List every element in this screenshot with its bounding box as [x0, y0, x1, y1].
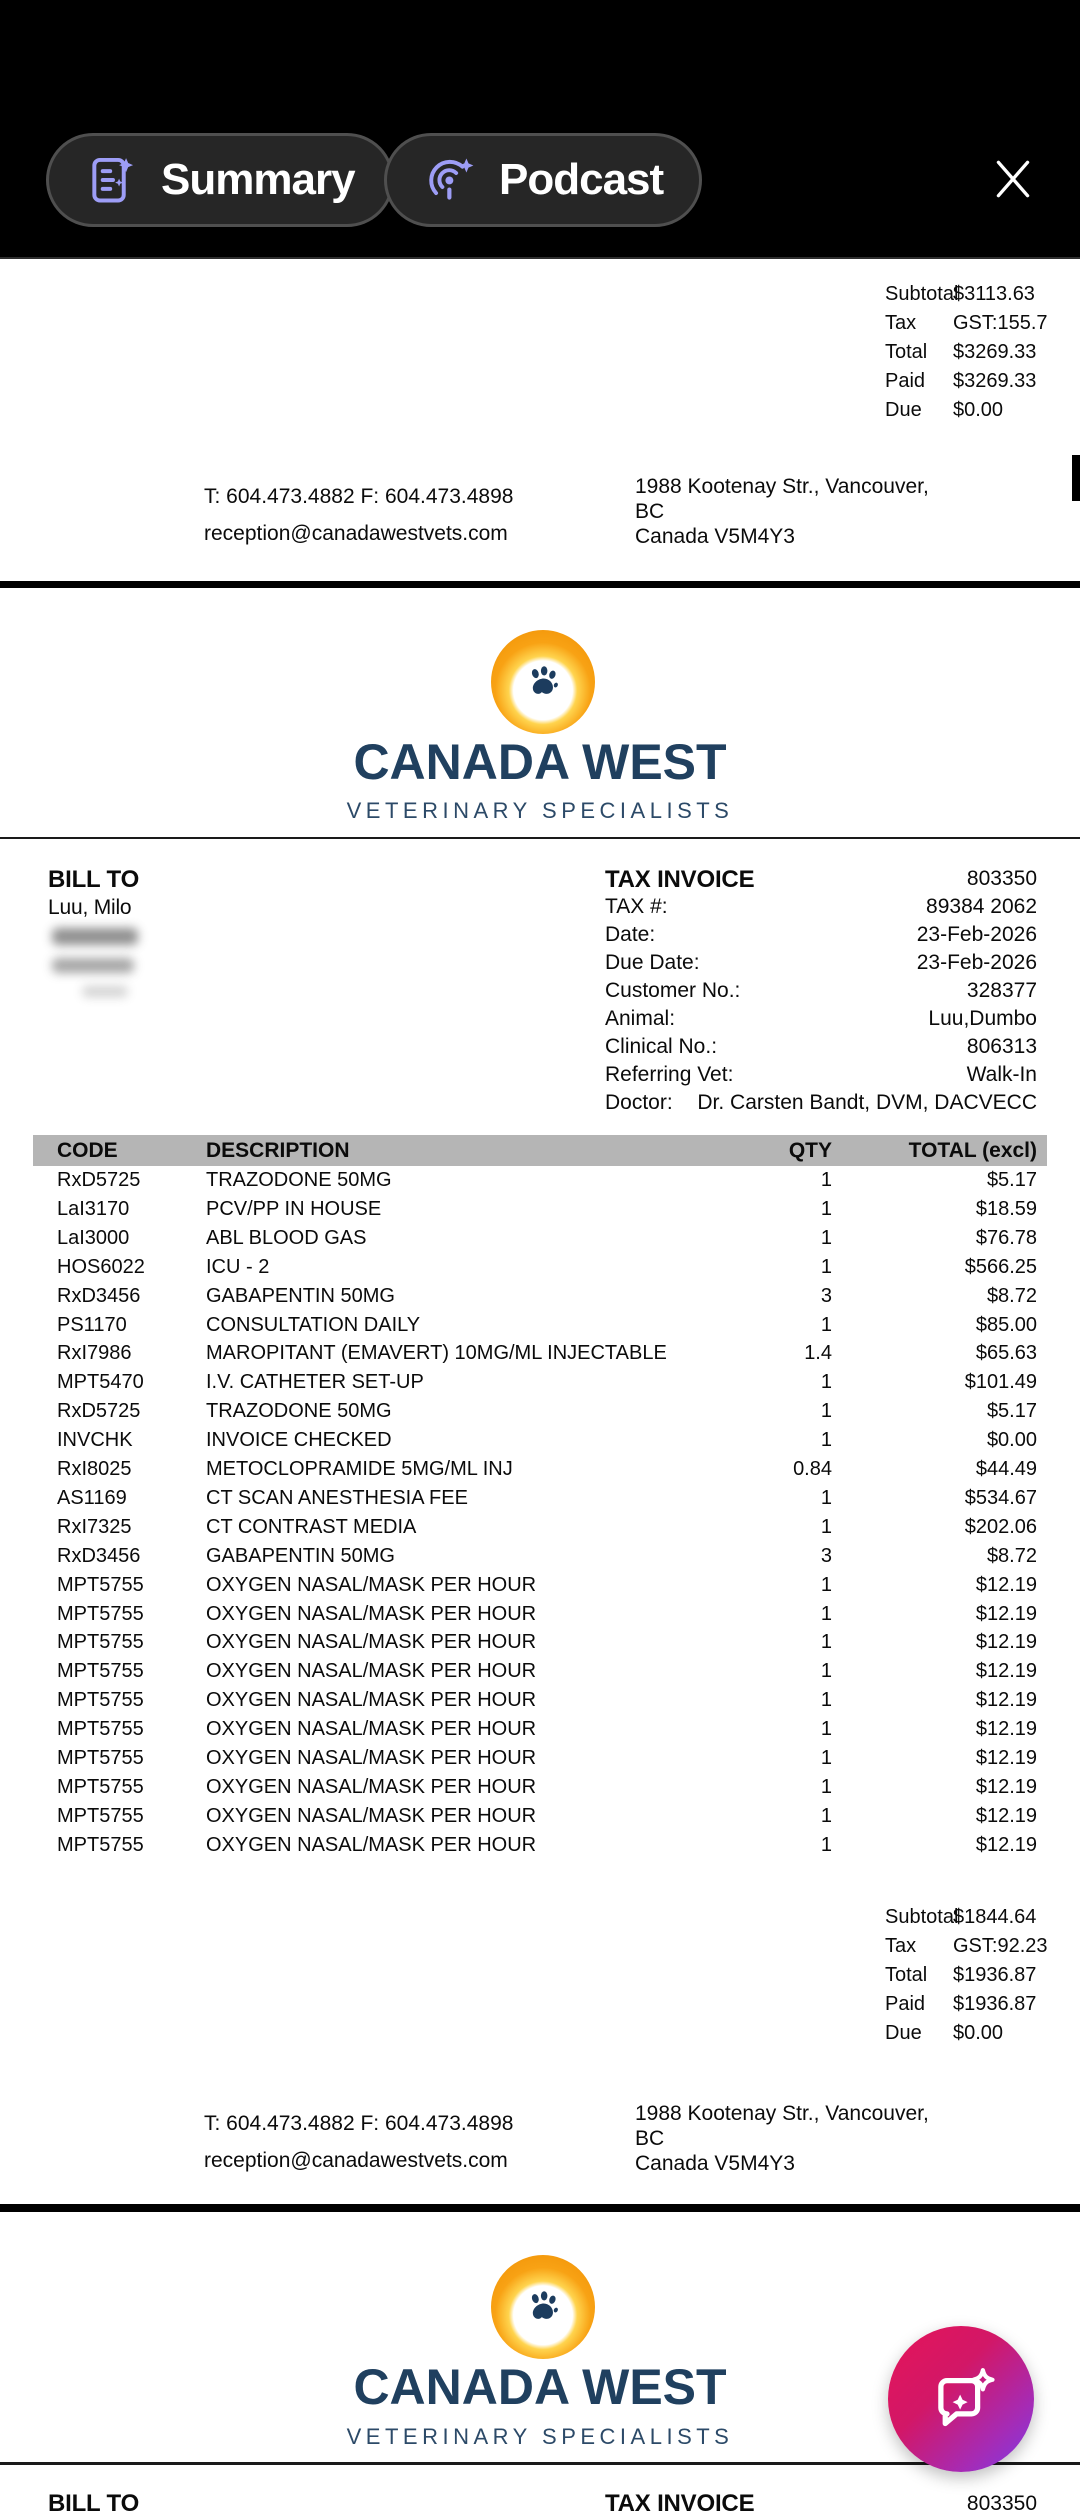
item-qty: 1	[820, 1313, 832, 1336]
spacer	[204, 509, 513, 522]
item-qty: 3	[820, 1284, 832, 1307]
totals-value: $3269.33	[953, 370, 1037, 392]
totals-row	[885, 280, 1047, 309]
item-description: OXYGEN NASAL/MASK PER HOUR	[206, 1602, 537, 1625]
item-qty: 1	[820, 1573, 832, 1596]
table-row	[33, 1426, 1047, 1455]
item-qty: 1	[820, 1689, 832, 1712]
item-total: $18.59	[975, 1197, 1037, 1220]
item-qty: 1	[820, 1631, 832, 1654]
table-row	[33, 1657, 1047, 1686]
item-total: $85.00	[975, 1313, 1037, 1336]
tax-invoice-number: 803350	[966, 2492, 1037, 2515]
item-qty: 1.4	[804, 1342, 832, 1365]
invoice-info-label: Doctor:	[605, 1091, 673, 1114]
totals-value: $0.00	[953, 399, 1004, 421]
close-icon[interactable]	[988, 154, 1038, 204]
item-qty: 1	[820, 1515, 832, 1538]
item-code: MPT5755	[57, 1602, 144, 1625]
summary-button-label: Summary	[161, 155, 355, 204]
item-description: OXYGEN NASAL/MASK PER HOUR	[206, 1833, 537, 1856]
tax-invoice-number: 803350	[966, 867, 1037, 890]
clinic-address-bottom	[635, 2101, 929, 2176]
item-total: $12.19	[975, 1660, 1037, 1683]
tax-invoice-heading: TAX INVOICE	[605, 866, 755, 893]
viewer-toolbar	[0, 0, 1080, 259]
item-total: $8.72	[986, 1284, 1037, 1307]
item-description: CT CONTRAST MEDIA	[206, 1515, 417, 1538]
item-code: INVCHK	[57, 1429, 133, 1452]
item-description: OXYGEN NASAL/MASK PER HOUR	[206, 1747, 537, 1769]
bill-to-heading: BILL TO	[48, 866, 140, 893]
item-total: $12.19	[975, 1775, 1037, 1798]
clinic-address-line2: BC	[635, 2127, 665, 2150]
podcast-broadcast-sparkle-icon	[423, 152, 479, 208]
tax-invoice-heading: TAX INVOICE	[605, 2490, 755, 2517]
table-row	[33, 1715, 1047, 1744]
tax-invoice-heading-row	[605, 866, 1037, 894]
bill-to-name: Luu, Milo	[48, 896, 132, 919]
clinic-tagline: VETERINARY SPECIALISTS	[346, 798, 734, 823]
item-total: $5.17	[986, 1169, 1037, 1191]
header-total: TOTAL (excl)	[908, 1139, 1037, 1162]
item-code: MPT5755	[57, 1747, 144, 1769]
item-description: ICU - 2	[206, 1255, 270, 1278]
totals-label: Subtotal	[885, 1906, 959, 1928]
redacted-address-line	[82, 986, 128, 997]
item-code: RxI7986	[57, 1342, 132, 1365]
item-total: $12.19	[975, 1573, 1037, 1596]
clinic-logo-paw-icon	[491, 2255, 595, 2359]
item-description: GABAPENTIN 50MG	[206, 1544, 395, 1567]
bill-to-heading: BILL TO	[48, 2490, 140, 2517]
invoice-info-label: Clinical No.:	[605, 1035, 718, 1058]
clinic-logo-paw-icon	[491, 630, 595, 734]
item-qty: 1	[820, 1197, 832, 1220]
item-qty: 1	[820, 1371, 832, 1394]
item-qty: 1	[820, 1226, 832, 1249]
table-row	[33, 1224, 1047, 1253]
item-description: INVOICE CHECKED	[206, 1429, 392, 1452]
totals-row	[885, 309, 1047, 338]
item-code: RxD5725	[57, 1400, 141, 1423]
invoice-info-label: Animal:	[605, 1007, 676, 1030]
totals-row	[885, 1990, 1047, 2019]
table-row	[33, 1513, 1047, 1542]
table-row	[33, 1773, 1047, 1802]
item-description: OXYGEN NASAL/MASK PER HOUR	[206, 1660, 537, 1683]
table-row	[33, 1628, 1047, 1657]
item-code: MPT5755	[57, 1689, 144, 1712]
item-description: GABAPENTIN 50MG	[206, 1284, 395, 1307]
item-qty: 1	[820, 1429, 832, 1452]
table-row	[33, 1195, 1047, 1224]
totals-label: Paid	[885, 1993, 926, 2015]
table-row	[33, 1802, 1047, 1831]
item-qty: 1	[820, 1602, 832, 1625]
totals-label: Due	[885, 399, 922, 421]
podcast-button[interactable]	[384, 133, 702, 227]
totals-label: Total	[885, 1964, 928, 1986]
invoice-info-label: Date:	[605, 923, 656, 946]
table-row	[33, 1166, 1047, 1195]
item-code: RxI8025	[57, 1458, 132, 1480]
table-row	[33, 1339, 1047, 1368]
table-row	[33, 1686, 1047, 1715]
item-code: RxD5725	[57, 1169, 141, 1191]
summary-doc-sparkle-icon	[85, 152, 141, 208]
clinic-email: reception@canadawestvets.com	[204, 522, 508, 545]
totals-label: Paid	[885, 370, 926, 392]
totals-row	[885, 1961, 1047, 1990]
invoice-info-row	[605, 977, 1037, 1005]
assistant-fab-button[interactable]	[888, 2326, 1034, 2472]
clinic-address-line3: Canada V5M4Y3	[635, 2152, 795, 2175]
item-description: OXYGEN NASAL/MASK PER HOUR	[206, 1804, 537, 1827]
totals-value: GST:92.23	[953, 1935, 1048, 1957]
item-code: MPT5755	[57, 1775, 144, 1798]
item-qty: 3	[820, 1544, 832, 1567]
clinic-contact-left-top	[204, 485, 513, 546]
item-code: RxD3456	[57, 1544, 141, 1567]
totals-value: $3269.33	[953, 341, 1037, 363]
item-total: $12.19	[975, 1602, 1037, 1625]
invoice-info-row	[605, 1005, 1037, 1033]
page-separator	[0, 2204, 1080, 2212]
item-description: METOCLOPRAMIDE 5MG/ML INJ	[206, 1458, 513, 1480]
item-qty: 1	[820, 1169, 832, 1191]
totals-label: Total	[885, 341, 928, 363]
clinic-contact-left-bottom	[204, 2112, 513, 2173]
totals-label: Due	[885, 2022, 922, 2044]
item-total: $76.78	[975, 1226, 1037, 1249]
item-description: ABL BLOOD GAS	[206, 1226, 367, 1249]
clinic-name: CANADA WEST	[353, 734, 727, 790]
item-qty: 1	[820, 1747, 832, 1769]
totals-value: $1844.64	[953, 1906, 1037, 1928]
invoice-info-label: Referring Vet:	[605, 1063, 734, 1086]
invoice-info-row	[605, 921, 1037, 949]
item-code: LaI3000	[57, 1226, 130, 1249]
table-row	[33, 1542, 1047, 1571]
item-description: I.V. CATHETER SET-UP	[206, 1371, 424, 1394]
item-total: $44.49	[975, 1458, 1037, 1480]
table-row	[33, 1600, 1047, 1629]
invoice-info-value: 806313	[966, 1035, 1037, 1058]
header-rule	[0, 2462, 1080, 2465]
item-total: $8.72	[986, 1544, 1037, 1567]
totals-value: $1936.87	[953, 1993, 1037, 2015]
clinic-address-line1: 1988 Kootenay Str., Vancouver,	[635, 475, 929, 498]
invoice-info-value: 23-Feb-2026	[916, 923, 1037, 946]
totals-row	[885, 396, 1047, 425]
invoice-info-label: Due Date:	[605, 951, 700, 974]
item-qty: 1	[820, 1833, 832, 1856]
header-code: CODE	[57, 1139, 118, 1162]
item-description: OXYGEN NASAL/MASK PER HOUR	[206, 1718, 537, 1741]
page-separator	[0, 581, 1080, 588]
totals-label: Subtotal	[885, 283, 959, 305]
item-code: RxD3456	[57, 1284, 141, 1307]
clinic-phone-fax: T: 604.473.4882 F: 604.473.4898	[204, 2112, 514, 2135]
table-row	[33, 1311, 1047, 1340]
table-row	[33, 1253, 1047, 1282]
clinic-address-top	[635, 474, 929, 549]
invoice-info-value: 23-Feb-2026	[916, 951, 1037, 974]
item-total: $65.63	[975, 1342, 1037, 1365]
item-total: $0.00	[986, 1429, 1037, 1452]
totals-label: Tax	[885, 1935, 917, 1957]
item-description: PCV/PP IN HOUSE	[206, 1197, 382, 1220]
item-description: TRAZODONE 50MG	[206, 1400, 392, 1423]
item-code: PS1170	[57, 1313, 127, 1336]
item-description: OXYGEN NASAL/MASK PER HOUR	[206, 1573, 537, 1596]
item-total: $12.19	[975, 1689, 1037, 1712]
spacer	[204, 2136, 513, 2149]
item-code: MPT5755	[57, 1660, 144, 1683]
item-total: $12.19	[975, 1833, 1037, 1856]
invoice-info-row	[605, 1033, 1037, 1061]
totals-label: Tax	[885, 312, 917, 334]
item-description: CT SCAN ANESTHESIA FEE	[206, 1486, 468, 1509]
invoice-info-row	[605, 1089, 1037, 1117]
clinic-phone-fax: T: 604.473.4882 F: 604.473.4898	[204, 485, 514, 508]
totals-row	[885, 2019, 1047, 2048]
invoice-totals-top	[885, 280, 1047, 430]
items-table-body	[33, 1166, 1047, 1866]
item-qty: 1	[820, 1660, 832, 1683]
summary-button[interactable]	[46, 133, 394, 227]
item-total: $12.19	[975, 1631, 1037, 1654]
table-row	[33, 1282, 1047, 1311]
totals-value: $1936.87	[953, 1964, 1037, 1986]
invoice-info-value: Walk-In	[966, 1063, 1037, 1086]
item-code: MPT5755	[57, 1833, 144, 1856]
clinic-tagline: VETERINARY SPECIALISTS	[346, 2424, 734, 2449]
table-row	[33, 1484, 1047, 1513]
item-code: AS1169	[57, 1486, 127, 1509]
totals-row	[885, 367, 1047, 396]
totals-row	[885, 1903, 1047, 1932]
totals-value: $0.00	[953, 2022, 1004, 2044]
item-description: OXYGEN NASAL/MASK PER HOUR	[206, 1775, 537, 1798]
item-code: MPT5755	[57, 1804, 144, 1827]
totals-value: $3113.63	[953, 283, 1035, 305]
item-total: $12.19	[975, 1747, 1037, 1769]
clinic-address-line3: Canada V5M4Y3	[635, 525, 795, 548]
header-description: DESCRIPTION	[206, 1139, 350, 1162]
item-code: MPT5755	[57, 1573, 144, 1596]
table-row	[33, 1397, 1047, 1426]
scrollbar-thumb[interactable]	[1072, 455, 1080, 501]
item-total: $202.06	[964, 1515, 1037, 1538]
invoice-info-label: Customer No.:	[605, 979, 741, 1002]
invoice-info-label: TAX #:	[605, 895, 668, 918]
redacted-address-line	[52, 958, 134, 973]
item-code: HOS6022	[57, 1255, 145, 1278]
invoice-totals-bottom	[885, 1903, 1047, 2053]
invoice-info-value: 328377	[966, 979, 1037, 1002]
item-code: LaI3170	[57, 1197, 130, 1220]
item-qty: 1	[820, 1486, 832, 1509]
item-description: MAROPITANT (EMAVERT) 10MG/ML INJECTABLE	[206, 1342, 667, 1365]
item-code: MPT5755	[57, 1718, 144, 1741]
clinic-address-line2: BC	[635, 500, 665, 523]
item-total: $566.25	[964, 1255, 1037, 1278]
item-qty: 0.84	[793, 1458, 832, 1480]
redacted-address-line	[52, 928, 138, 945]
totals-value: GST:155.7	[953, 312, 1048, 334]
header-rule	[0, 837, 1080, 839]
invoice-info-row	[605, 949, 1037, 977]
item-total: $101.49	[964, 1371, 1037, 1394]
item-qty: 1	[820, 1718, 832, 1741]
clinic-address-line1: 1988 Kootenay Str., Vancouver,	[635, 2102, 929, 2125]
item-description: CONSULTATION DAILY	[206, 1313, 421, 1336]
invoice-info-row	[605, 893, 1037, 921]
item-code: MPT5470	[57, 1371, 144, 1394]
item-total: $5.17	[986, 1400, 1037, 1423]
item-description: TRAZODONE 50MG	[206, 1169, 392, 1191]
clinic-email: reception@canadawestvets.com	[204, 2149, 508, 2172]
item-code: RxI7325	[57, 1515, 132, 1538]
table-row	[33, 1455, 1047, 1484]
totals-row	[885, 338, 1047, 367]
table-row	[33, 1744, 1047, 1773]
chat-sparkle-icon	[919, 2357, 1003, 2441]
item-description: OXYGEN NASAL/MASK PER HOUR	[206, 1689, 537, 1712]
item-qty: 1	[820, 1775, 832, 1798]
item-code: MPT5755	[57, 1631, 144, 1654]
invoice-info-value: Dr. Carsten Bandt, DVM, DACVECC	[697, 1091, 1037, 1114]
table-row	[33, 1831, 1047, 1860]
table-row	[33, 1368, 1047, 1397]
invoice-info-row	[605, 1061, 1037, 1089]
invoice-info-value: Luu,Dumbo	[928, 1007, 1037, 1030]
item-qty: 1	[820, 1804, 832, 1827]
table-row	[33, 1571, 1047, 1600]
item-total: $534.67	[964, 1486, 1037, 1509]
clinic-name: CANADA WEST	[353, 2359, 727, 2415]
item-description: OXYGEN NASAL/MASK PER HOUR	[206, 1631, 537, 1654]
totals-row	[885, 1932, 1047, 1961]
item-total: $12.19	[975, 1718, 1037, 1741]
header-qty: QTY	[788, 1139, 832, 1162]
invoice-info-value: 89384 2062	[926, 895, 1037, 918]
item-total: $12.19	[975, 1804, 1037, 1827]
podcast-button-label: Podcast	[499, 155, 664, 204]
item-qty: 1	[820, 1255, 832, 1278]
item-qty: 1	[820, 1400, 832, 1423]
items-table-header	[33, 1135, 1047, 1166]
